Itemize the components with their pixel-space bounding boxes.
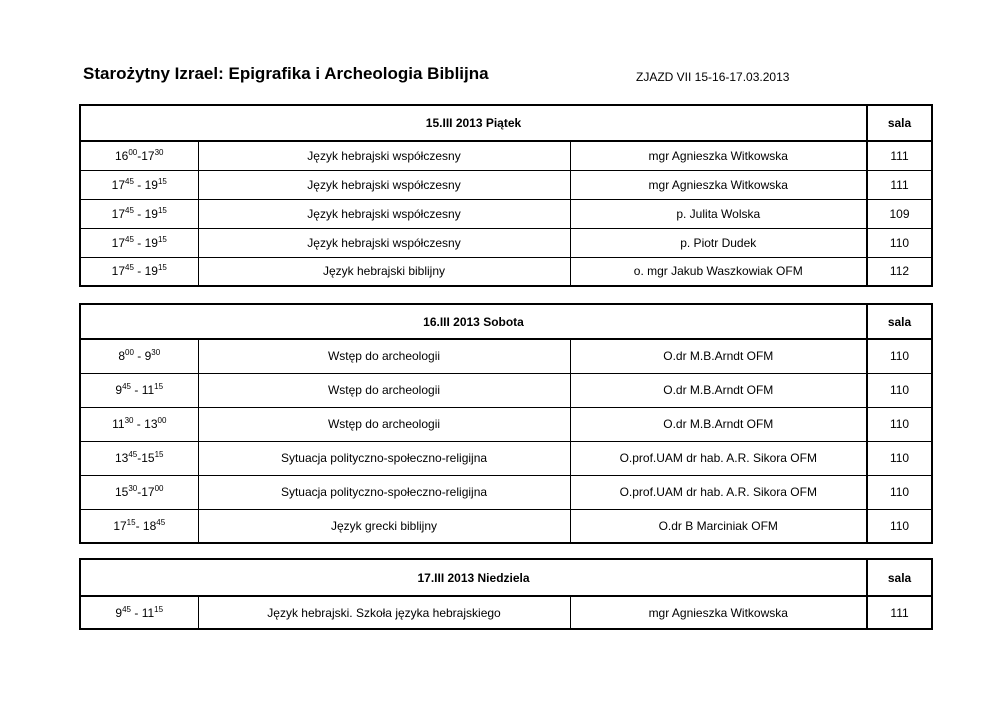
- schedule-table-saturday: [79, 303, 933, 544]
- table-row: [80, 596, 932, 629]
- subject-cell: Język hebrajski współczesny: [198, 228, 570, 257]
- table-row: [80, 228, 932, 257]
- teacher-cell: o. mgr Jakub Waszkowiak OFM: [570, 257, 867, 286]
- time-cell: $17^{45} - 19^{15}$: [80, 228, 198, 257]
- table-row: [80, 170, 932, 199]
- subject-cell: Wstęp do archeologii: [198, 339, 570, 373]
- day-heading: 15.III 2013 Piątek: [80, 105, 867, 141]
- room-cell: 110: [867, 339, 932, 373]
- room-cell: 109: [867, 199, 932, 228]
- time-cell: $8^{00} - 9^{30}$: [80, 339, 198, 373]
- day-heading: 16.III 2013 Sobota: [80, 304, 867, 339]
- time-cell: $15^{30}-17^{00}$: [80, 475, 198, 509]
- room-cell: 110: [867, 373, 932, 407]
- subject-cell: Język hebrajski biblijny: [198, 257, 570, 286]
- schedule-table-friday: [79, 104, 933, 287]
- time-cell: $17^{45} - 19^{15}$: [80, 170, 198, 199]
- time-cell: $16^{00}-17^{30}$: [80, 141, 198, 170]
- table-row: [80, 373, 932, 407]
- table-row: [80, 475, 932, 509]
- teacher-cell: O.prof.UAM dr hab. A.R. Sikora OFM: [570, 475, 867, 509]
- table-header-row: [80, 304, 932, 339]
- room-cell: 110: [867, 509, 932, 543]
- table-row: [80, 509, 932, 543]
- table-header-row: [80, 105, 932, 141]
- subject-cell: Język hebrajski współczesny: [198, 199, 570, 228]
- subject-cell: Wstęp do archeologii: [198, 373, 570, 407]
- room-cell: 110: [867, 441, 932, 475]
- subject-cell: Sytuacja polityczno-społeczno-religijna: [198, 475, 570, 509]
- teacher-cell: O.dr M.B.Arndt OFM: [570, 339, 867, 373]
- teacher-cell: mgr Agnieszka Witkowska: [570, 141, 867, 170]
- room-cell: 111: [867, 170, 932, 199]
- room-cell: 110: [867, 475, 932, 509]
- room-column-header: sala: [867, 105, 932, 141]
- table-row: [80, 441, 932, 475]
- subject-cell: Język grecki biblijny: [198, 509, 570, 543]
- time-cell: $13^{45}-15^{15}$: [80, 441, 198, 475]
- subject-cell: Język hebrajski współczesny: [198, 141, 570, 170]
- document-title: Starożytny Izrael: Epigrafika i Archeologia Biblijna: [83, 64, 489, 83]
- subject-cell: Język hebrajski współczesny: [198, 170, 570, 199]
- subject-cell: Język hebrajski. Szkoła języka hebrajskiego: [198, 596, 570, 629]
- room-column-header: sala: [867, 304, 932, 339]
- teacher-cell: mgr Agnieszka Witkowska: [570, 596, 867, 629]
- table-row: [80, 257, 932, 286]
- teacher-cell: O.dr M.B.Arndt OFM: [570, 407, 867, 441]
- time-cell: $17^{45} - 19^{15}$: [80, 257, 198, 286]
- teacher-cell: O.prof.UAM dr hab. A.R. Sikora OFM: [570, 441, 867, 475]
- time-cell: $9^{45} - 11^{15}$: [80, 373, 198, 407]
- table-row: [80, 141, 932, 170]
- table-row: [80, 339, 932, 373]
- room-column-header: sala: [867, 559, 932, 596]
- room-cell: 110: [867, 407, 932, 441]
- teacher-cell: mgr Agnieszka Witkowska: [570, 170, 867, 199]
- room-cell: 111: [867, 596, 932, 629]
- teacher-cell: p. Julita Wolska: [570, 199, 867, 228]
- teacher-cell: O.dr M.B.Arndt OFM: [570, 373, 867, 407]
- time-cell: $11^{30} - 13^{00}$: [80, 407, 198, 441]
- room-cell: 112: [867, 257, 932, 286]
- schedule-table-sunday: [79, 558, 933, 630]
- table-header-row: [80, 559, 932, 596]
- time-cell: $9^{45} - 11^{15}$: [80, 596, 198, 629]
- subject-cell: Wstęp do archeologii: [198, 407, 570, 441]
- table-row: [80, 407, 932, 441]
- time-cell: $17^{15}-$ $18^{45}$: [80, 509, 198, 543]
- time-cell: $17^{45} - 19^{15}$: [80, 199, 198, 228]
- session-label: ZJAZD VII 15-16-17.03.2013: [636, 70, 790, 84]
- table-row: [80, 199, 932, 228]
- day-heading: 17.III 2013 Niedziela: [80, 559, 867, 596]
- room-cell: 111: [867, 141, 932, 170]
- teacher-cell: O.dr B Marciniak OFM: [570, 509, 867, 543]
- room-cell: 110: [867, 228, 932, 257]
- teacher-cell: p. Piotr Dudek: [570, 228, 867, 257]
- subject-cell: Sytuacja polityczno-społeczno-religijna: [198, 441, 570, 475]
